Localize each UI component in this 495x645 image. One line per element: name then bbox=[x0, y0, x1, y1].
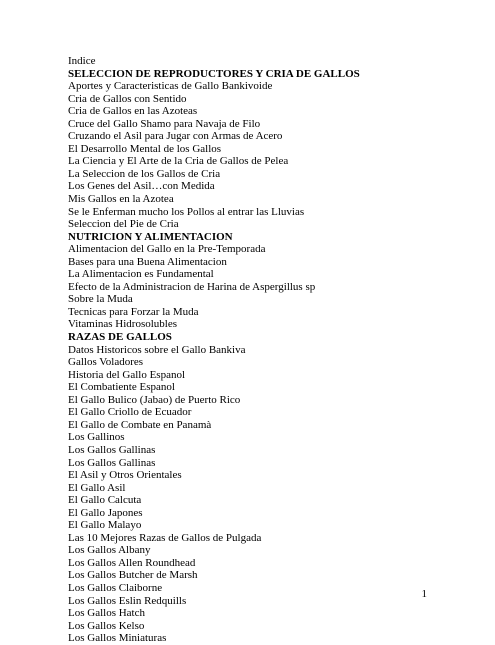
section-heading: NUTRICION Y ALIMENTACION bbox=[68, 230, 233, 243]
toc-entry: Los Gallos Miniaturas bbox=[68, 632, 167, 645]
toc-entry: El Gallo Criollo de Ecuador bbox=[68, 406, 192, 419]
toc-entry: Se le Enferman mucho los Pollos al entrar las Lluvias bbox=[68, 205, 305, 218]
toc-entry: El Desarrollo Mental de los Gallos bbox=[68, 142, 222, 155]
toc-entry: Los Gallos Albany bbox=[68, 544, 151, 557]
toc-entry: Historia del Gallo Espanol bbox=[68, 368, 186, 381]
toc-entry: El Gallo Calcuta bbox=[68, 494, 142, 507]
toc-entry: Las 10 Mejores Razas de Gallos de Pulgada bbox=[68, 531, 262, 544]
toc-entry: La Alimentacion es Fundamental bbox=[68, 268, 214, 281]
toc-entry: Mis Gallos en la Azotea bbox=[68, 193, 174, 206]
toc-entry: Cruzando el Asil para Jugar con Armas de Acero bbox=[68, 130, 283, 143]
toc-entry: Los Gallos Butcher de Marsh bbox=[68, 569, 198, 582]
toc-title: Indice bbox=[68, 55, 96, 67]
toc-entry: Cria de Gallos con Sentido bbox=[68, 92, 187, 105]
toc-entry: Los Gallos Allen Roundhead bbox=[68, 556, 196, 569]
toc-entry: Los Gallinos bbox=[68, 431, 125, 444]
toc-entry: El Gallo Asil bbox=[68, 481, 126, 494]
toc-entry: Cruce del Gallo Shamo para Navaja de Filo bbox=[68, 117, 261, 130]
toc-entry: El Gallo Japones bbox=[68, 506, 143, 519]
toc-entry: Vitaminas Hidrosolubles bbox=[68, 318, 178, 331]
toc-entry: Los Gallos Gallinas bbox=[68, 443, 156, 456]
section-heading: RAZAS DE GALLOS bbox=[68, 331, 172, 344]
toc-entry: Seleccion del Pie de Cria bbox=[68, 218, 179, 231]
table-of-contents bbox=[68, 55, 468, 645]
toc-entry: Los Gallos Gallinas bbox=[68, 456, 156, 469]
toc-entry: Datos Historicos sobre el Gallo Bankiva bbox=[68, 343, 246, 356]
toc-entry: Los Gallos Eslin Redquills bbox=[68, 594, 187, 607]
toc-sections bbox=[68, 68, 468, 645]
toc-entry: Cria de Gallos en las Azoteas bbox=[68, 105, 198, 118]
page-number: 1 bbox=[421, 588, 427, 600]
toc-entry: Tecnicas para Forzar la Muda bbox=[68, 305, 199, 318]
toc-entry: Sobre la Muda bbox=[68, 293, 133, 306]
toc-entry: Aportes y Caracteristicas de Gallo Bankivoide bbox=[68, 80, 273, 93]
toc-entry: El Combatiente Espanol bbox=[68, 381, 175, 394]
toc-entry: Gallos Voladores bbox=[68, 356, 144, 369]
section-heading: SELECCION DE REPRODUCTORES Y CRIA DE GALLOS bbox=[68, 67, 360, 80]
toc-entry: Los Gallos Claiborne bbox=[68, 581, 163, 594]
toc-entry: Alimentacion del Gallo en la Pre-Temporada bbox=[68, 243, 266, 256]
toc-entry: El Gallo Malayo bbox=[68, 519, 142, 532]
toc-entry: Los Gallos Hatch bbox=[68, 607, 145, 620]
toc-entry: Bases para una Buena Alimentacion bbox=[68, 255, 227, 268]
toc-entry: El Asil y Otros Orientales bbox=[68, 469, 182, 482]
toc-entry: El Gallo Bulico (Jabao) de Puerto Rico bbox=[68, 393, 241, 406]
toc-entry: Los Genes del Asil…con Medida bbox=[68, 180, 215, 193]
toc-entry: El Gallo de Combate en Panamà bbox=[68, 418, 212, 431]
toc-entry: Efecto de la Administracion de Harina de Aspergillus sp bbox=[68, 280, 316, 293]
toc-entry: La Seleccion de los Gallos de Cria bbox=[68, 167, 221, 180]
toc-entry: Los Gallos Kelso bbox=[68, 619, 145, 632]
toc-entry: La Ciencia y El Arte de la Cria de Gallos de Pelea bbox=[68, 155, 289, 168]
